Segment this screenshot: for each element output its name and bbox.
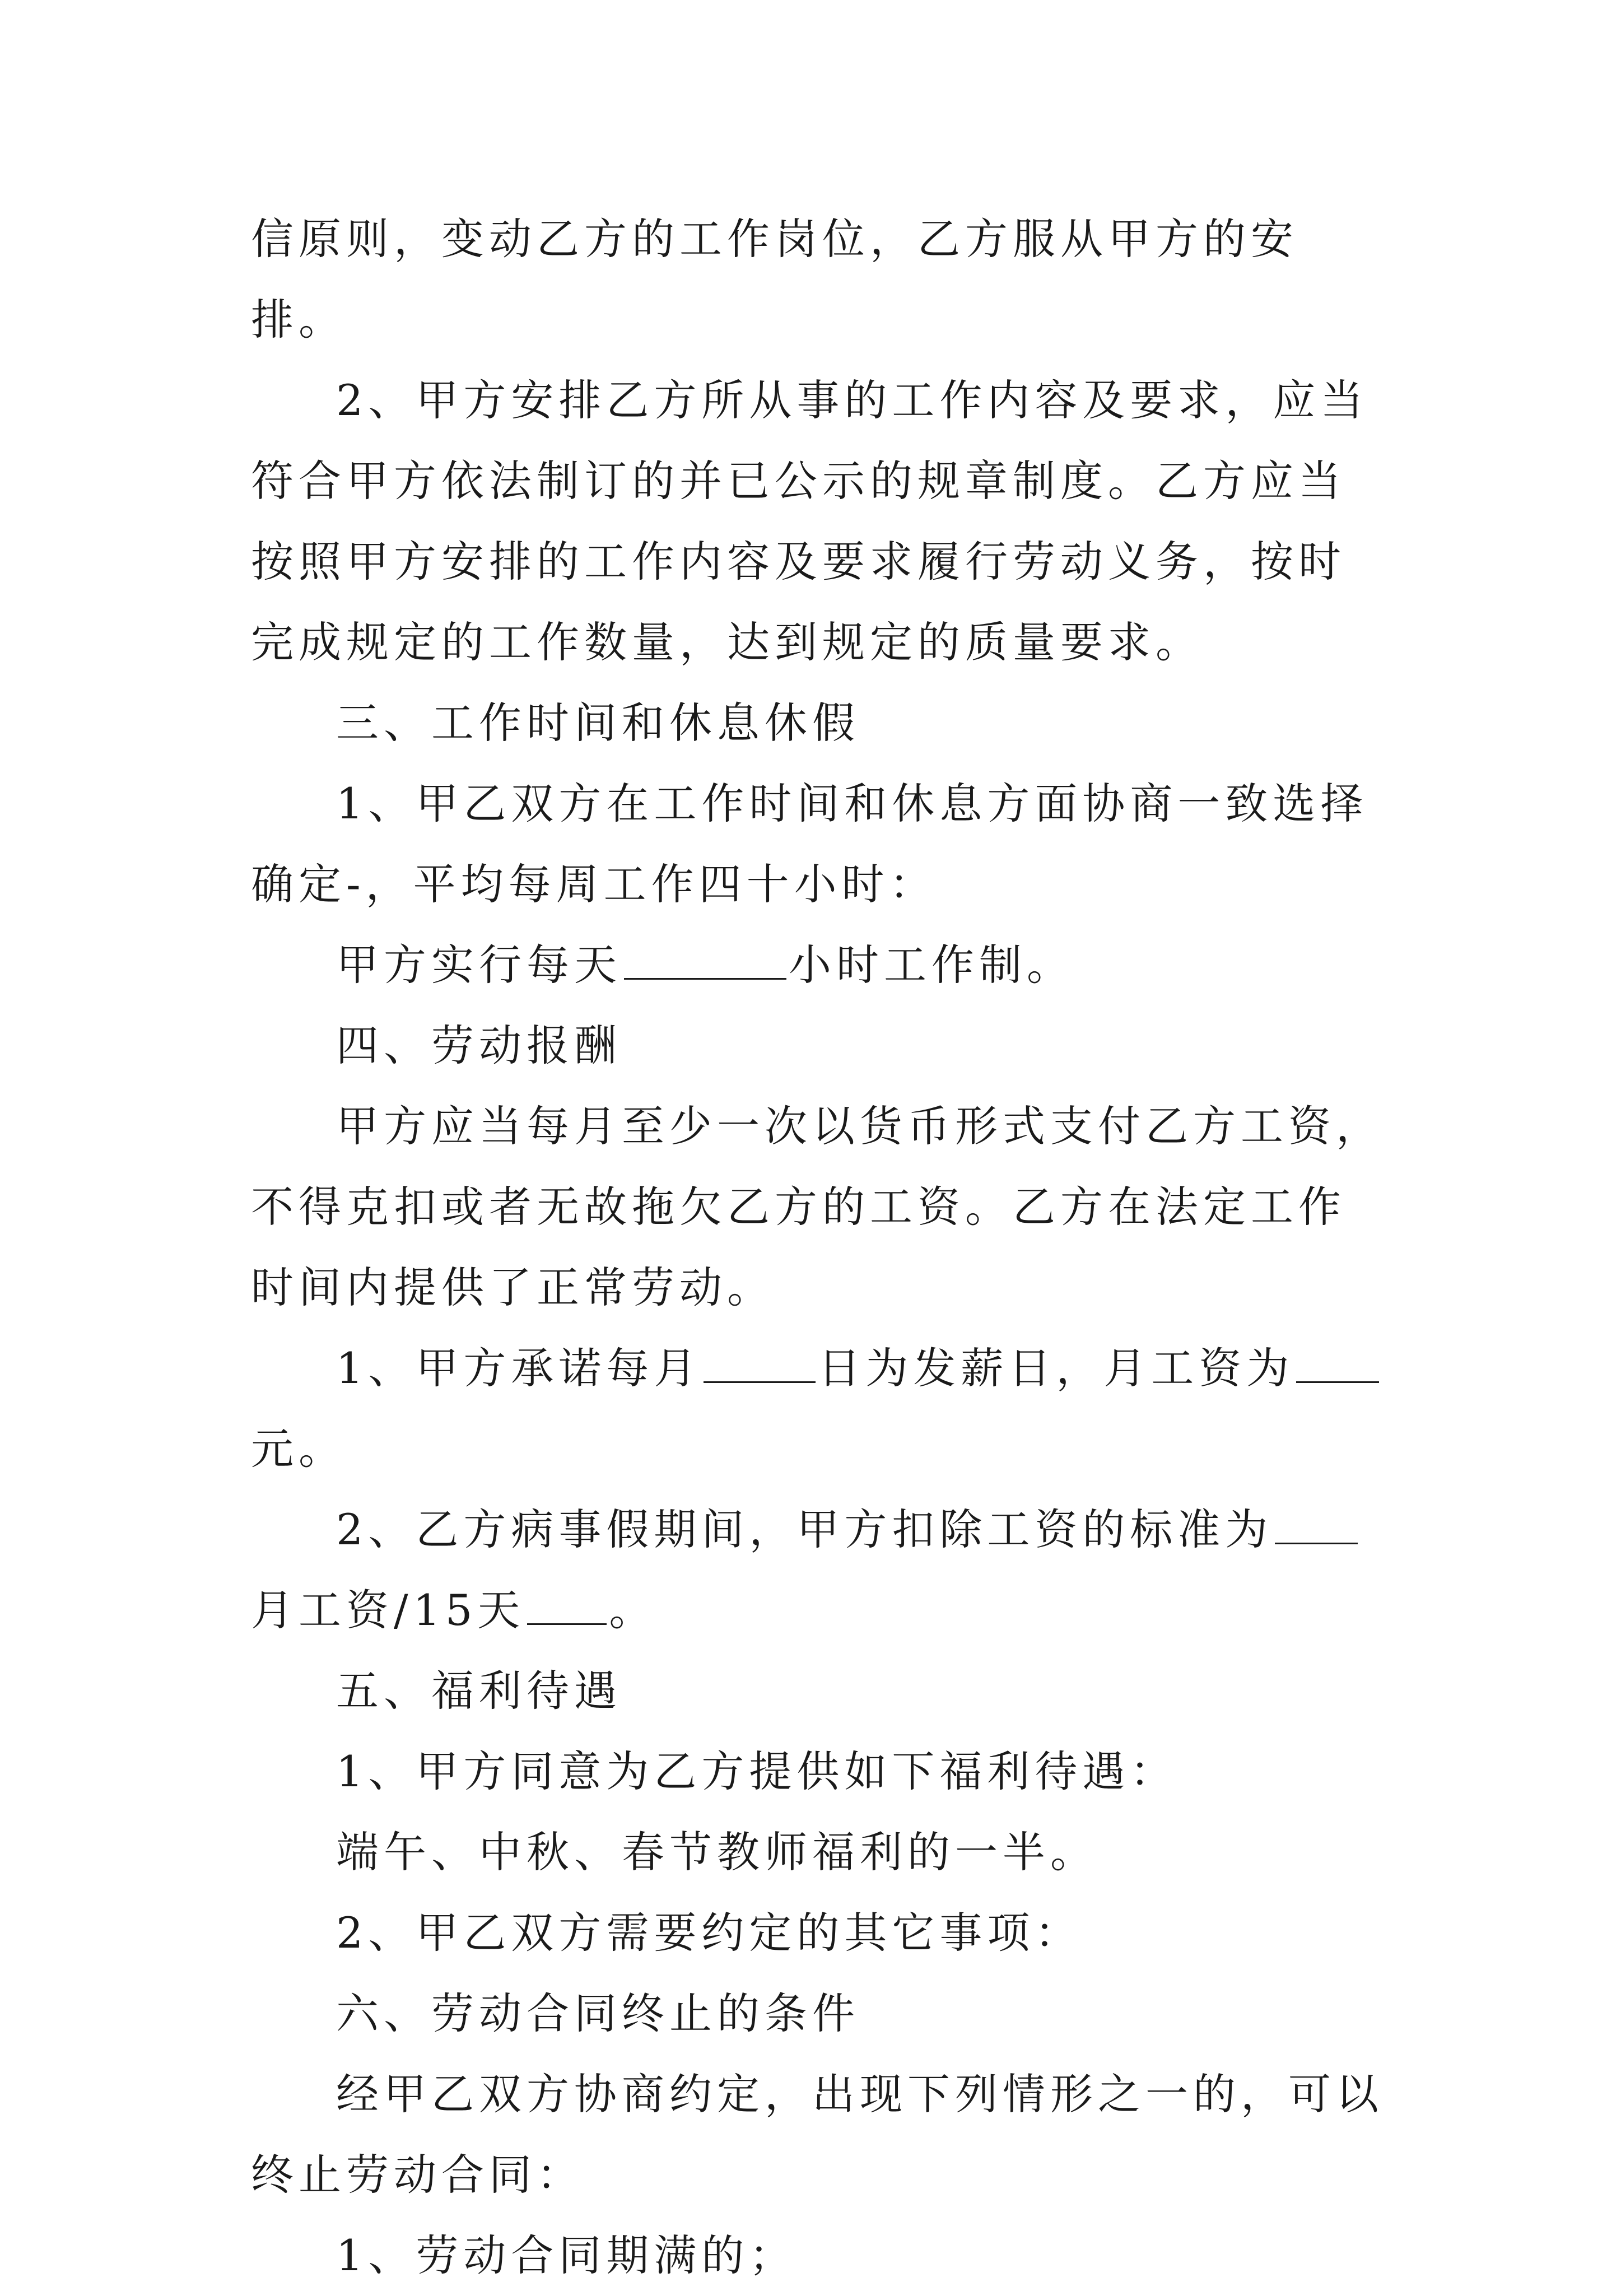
section-heading-working-hours: 三、工作时间和休息休假 (336, 698, 860, 748)
paragraph-continuation: 信原则，变动乙方的工作岗位，乙方服从甲方的安排。 (251, 214, 1298, 344)
section-heading-benefits: 五、福利待遇 (336, 1666, 622, 1716)
paragraph-leave-deduction (251, 1489, 1388, 1651)
payday-text-b: 日为发薪日，月工资为 (818, 1343, 1294, 1393)
paragraph-wage-payment: 甲方应当每月至少一次以货币形式支付乙方工资，不得克扣或者无故拖欠乙方的工资。乙方在法定工作时间内提供了正常劳动。 (251, 1101, 1384, 1312)
paragraph-hours-agreement: 1、甲乙双方在工作时间和休息方面协商一致选择确定-，平均每周工作四十小时： (251, 779, 1368, 909)
payday-text-c: 元。 (251, 1424, 346, 1474)
payday-text-a: 1、甲方承诺每月 (336, 1343, 702, 1393)
leave-deduction-text-a: 2、乙方病事假期间，甲方扣除工资的标准为 (336, 1505, 1273, 1554)
paragraph-termination-intro: 经甲乙双方协商约定，出现下列情形之一的，可以终止劳动合同： (251, 2069, 1384, 2200)
paragraph-benefits-detail: 端午、中秋、春节教师福利的一半。 (336, 1827, 1098, 1877)
paragraph-termination-item-1: 1、劳动合同期满的； (336, 2230, 797, 2280)
daily-hours-blank (624, 941, 786, 980)
paragraph-other-matters: 2、甲乙双方需要约定的其它事项： (336, 1908, 1083, 1958)
salary-blank (1296, 1344, 1379, 1383)
paragraph-daily-hours (251, 925, 1388, 1005)
leave-deduction-text-b: 月工资/15天 (251, 1585, 525, 1635)
section-heading-termination: 六、劳动合同终止的条件 (336, 1988, 860, 2038)
deduction-standard-blank (1275, 1506, 1358, 1544)
paragraph-payday (251, 1328, 1388, 1489)
daily-hours-text-a: 甲方实行每天 (336, 940, 622, 990)
section-heading-remuneration: 四、劳动报酬 (336, 1021, 622, 1070)
paragraph-work-content: 2、甲方安排乙方所从事的工作内容及要求，应当符合甲方依法制订的并已公示的规章制度。乙方应当按照甲方安排的工作内容及要求履行劳动义务，按时完成规定的工作数量，达到规定的质量要求。 (251, 375, 1368, 667)
document-body (251, 199, 1388, 2296)
leave-deduction-text-c: 。 (609, 1585, 657, 1635)
paragraph-benefits-intro: 1、甲方同意为乙方提供如下福利待遇： (336, 1747, 1178, 1796)
deduction-amount-blank (527, 1586, 607, 1625)
payday-blank (704, 1344, 816, 1383)
daily-hours-text-b: 小时工作制。 (789, 940, 1074, 990)
